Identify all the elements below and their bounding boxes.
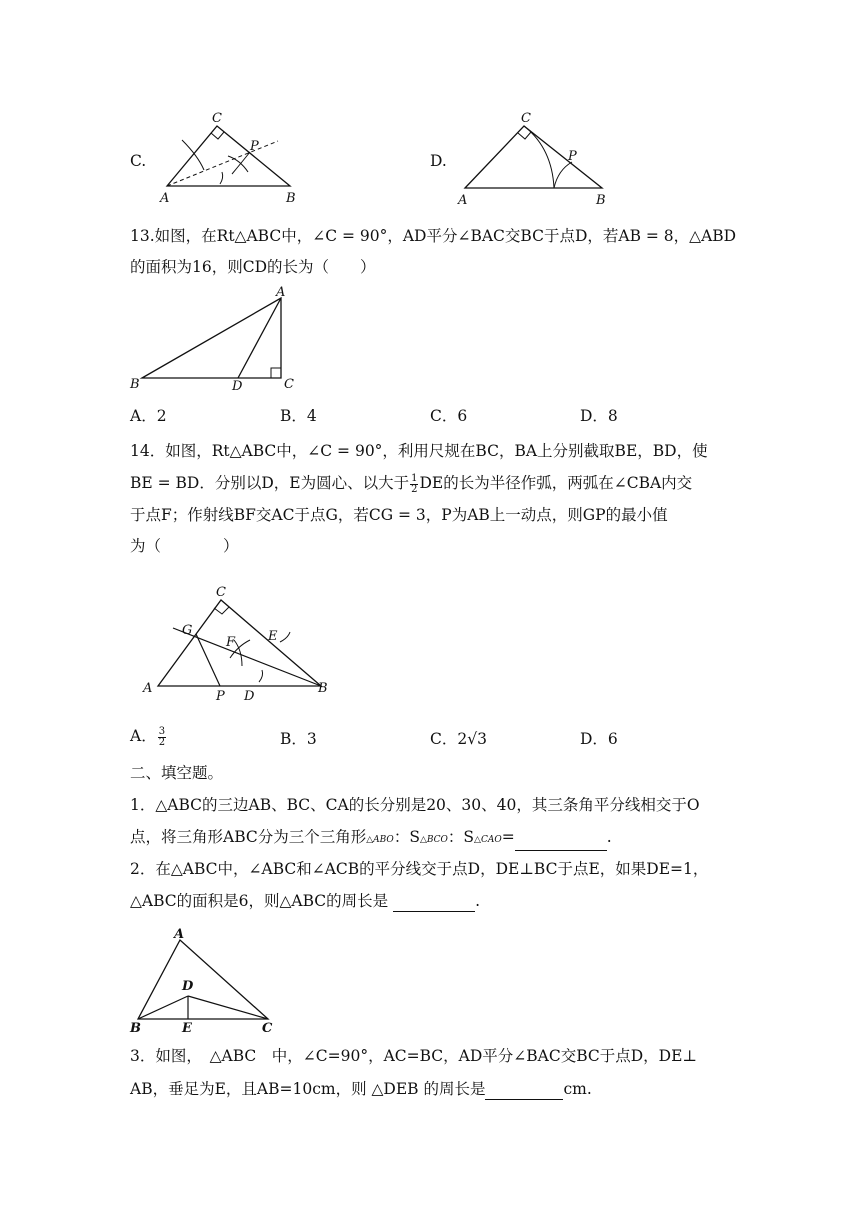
- q12-option-c-label: C.: [130, 152, 147, 170]
- fill1-sub2: △BCO: [419, 835, 448, 845]
- q14-opt-a-den: 2: [158, 736, 166, 748]
- q13-option-a: A．2: [130, 407, 167, 425]
- fill3-answer-blank[interactable]: [485, 1083, 563, 1100]
- fig-d-label-p: P: [568, 149, 577, 164]
- fill2-line2-pre: △ABC的面积是6，则△ABC的周长是: [130, 892, 389, 910]
- fig-c-label-b: B: [286, 191, 296, 206]
- fill1-sub1: △ABO: [366, 835, 394, 845]
- fill2-label-d: D: [182, 979, 194, 994]
- q13-option-d: D．8: [580, 407, 618, 425]
- q13-label-b: B: [130, 377, 140, 392]
- q14-option-b: B．3: [280, 730, 317, 748]
- q14-figure: [138, 578, 348, 708]
- fill3-text-line1: 3．如图， △ABC 中，∠C=90°，AC=BC，AD平分∠BAC交BC于点D，DE⊥: [130, 1047, 697, 1065]
- q14-opt-a-frac: [158, 727, 166, 748]
- fill1-line2-pre: 点，将三角形ABC分为三个三角形: [130, 828, 367, 846]
- q14-label-b: B: [318, 681, 328, 696]
- fill2-label-e: E: [182, 1021, 192, 1036]
- q14-label-f: F: [226, 635, 236, 650]
- fig-c-label-a: A: [160, 191, 170, 206]
- q14-frac-num: 1: [411, 472, 418, 484]
- q13-label-d: D: [232, 379, 243, 394]
- q14-line2-post: DE的长为半径作弧，两弧在∠CBA内交: [419, 474, 693, 492]
- fig-d-label-b: B: [596, 193, 606, 208]
- q14-text-line3: 于点F；作射线BF交AC于点G，若CG = 3，P为AB上一动点，则GP的最小值: [130, 506, 668, 524]
- q14-fraction: [410, 474, 418, 495]
- fill1-eq: =: [501, 828, 515, 846]
- q14-option-d: D．6: [580, 730, 618, 748]
- fill3-line2-post: cm.: [563, 1080, 592, 1098]
- section-title: 二、填空题。: [130, 764, 224, 782]
- fill2-label-b: B: [130, 1021, 141, 1036]
- fill1-sep2: ：S: [447, 828, 475, 846]
- fig-c-label-p: P: [250, 139, 259, 154]
- fill2-answer-blank[interactable]: [393, 895, 475, 912]
- q12-option-d-label: D.: [430, 152, 447, 170]
- q14-label-a: A: [143, 681, 153, 696]
- q13-figure: [126, 284, 306, 394]
- q14-frac-den: 2: [411, 483, 418, 495]
- q14-label-e: E: [268, 629, 278, 644]
- fig-c-label-c: C: [212, 111, 222, 126]
- q14-label-d: D: [244, 689, 255, 704]
- fill1-text-line2: [130, 826, 612, 851]
- fill1-answer-blank[interactable]: [515, 834, 607, 851]
- q14-label-p: P: [216, 689, 225, 704]
- fig-d-label-c: C: [521, 111, 531, 126]
- fill1-end: .: [606, 828, 612, 846]
- q14-opt-a-num: 3: [158, 725, 166, 737]
- q14-label-g: G: [182, 623, 193, 638]
- q14-label-c: C: [216, 585, 226, 600]
- q14-opt-a-label: A．: [130, 727, 157, 745]
- fill2-end: .: [475, 892, 481, 910]
- fill3-line2-pre: AB，垂足为E，且AB=10cm，则 △DEB 的周长是: [130, 1080, 486, 1098]
- q12-figure-d: [450, 108, 620, 208]
- q13-text-line1: 13.如图，在Rt△ABC中，∠C = 90°，AD平分∠BAC交BC于点D，若AB = 8，△ABD: [130, 227, 737, 245]
- fill3-text-line2: [130, 1078, 592, 1100]
- fill2-text-line2: [130, 890, 480, 912]
- q14-text-line2: [130, 472, 692, 495]
- fill1-text-line1: 1．△ABC的三边AB、BC、CA的长分别是20、30、40，其三条角平分线相交于O: [130, 796, 700, 814]
- q14-line2-pre: BE = BD．分别以D，E为圆心、以大于: [130, 474, 410, 492]
- q14-text-line1: 14．如图，Rt△ABC中，∠C = 90°，利用尺规在BC，BA上分别截取BE，BD，使: [130, 442, 708, 460]
- q13-text-line2: 的面积为16，则CD的长为（ ）: [130, 258, 376, 276]
- q13-label-a: A: [276, 285, 286, 300]
- fill2-label-a: A: [174, 927, 185, 942]
- fig-d-label-a: A: [458, 193, 468, 208]
- q14-text-line4: 为（ ）: [130, 537, 239, 555]
- fill1-sub3: △CAO: [474, 835, 502, 845]
- q12-figure-c: [150, 108, 320, 208]
- q13-option-b: B．4: [280, 407, 317, 425]
- fill1-sep1: ：S: [393, 828, 420, 846]
- q14-option-c: C．2√3: [430, 730, 487, 748]
- fill2-label-c: C: [262, 1021, 273, 1036]
- q14-option-a: [130, 724, 167, 748]
- q13-label-c: C: [284, 377, 294, 392]
- fill2-text-line1: 2．在△ABC中，∠ABC和∠ACB的平分线交于点D，DE⊥BC于点E，如果DE=1，: [130, 860, 709, 878]
- q13-option-c: C．6: [430, 407, 468, 425]
- fill2-figure: [126, 926, 286, 1036]
